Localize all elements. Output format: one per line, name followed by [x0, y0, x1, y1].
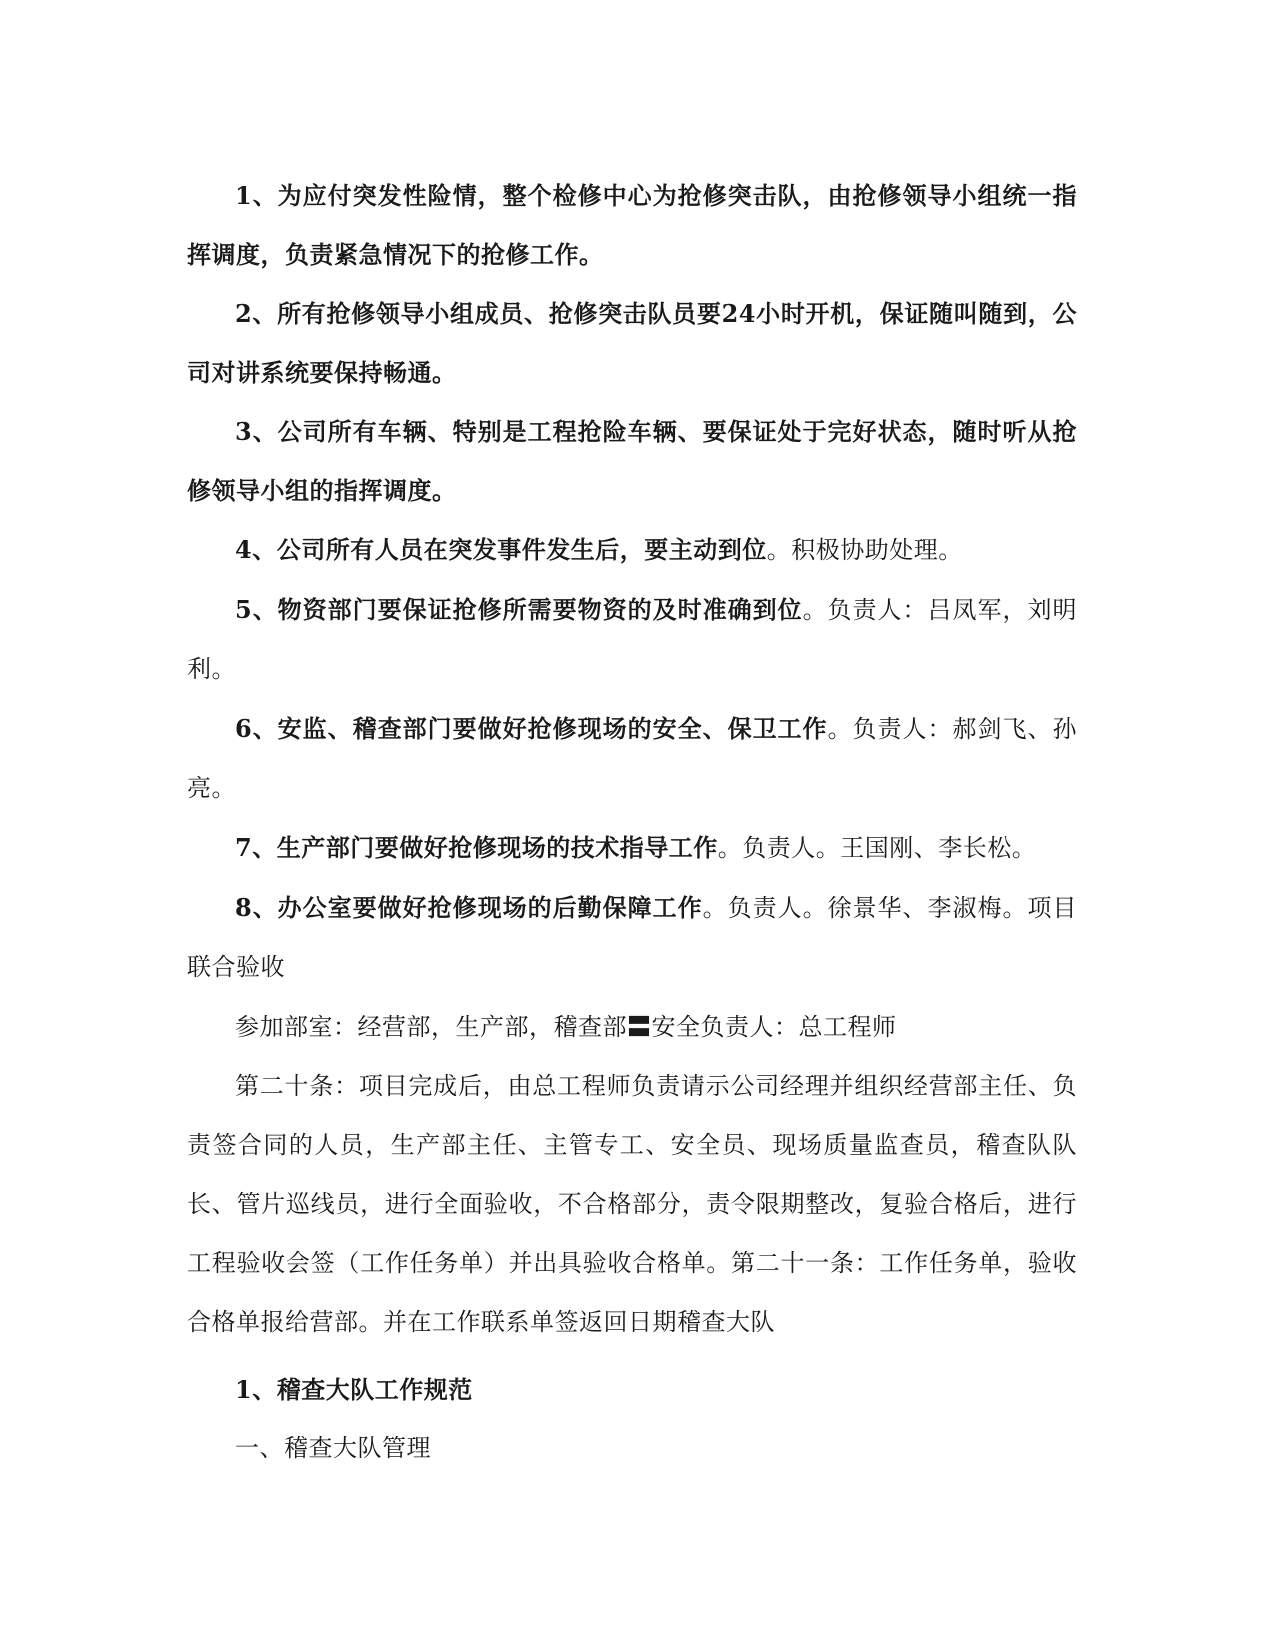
- paragraph-5: [187, 580, 1077, 699]
- paragraph-2: 2、所有抢修领导小组成员、抢修突击队员要24小时开机，保证随叫随到，公司对讲系统要保持畅通。: [187, 299, 1077, 387]
- document-body: [187, 166, 1077, 1478]
- subsection-heading: 一、稽查大队管理: [235, 1434, 431, 1462]
- paragraph-8-normal: 。负责人。徐景华、李淑梅。项目联合验收: [187, 894, 1078, 981]
- paragraph-5-bold: 5、物资部门要保证抢修所需要物资的及时准确到位: [235, 595, 803, 624]
- safety-lead-text: 安全负责人：总工程师: [651, 1013, 897, 1041]
- paragraph-3: 3、公司所有车辆、特别是工程抢险车辆、要保证处于完好状态，随时听从抢修领导小组的指挥调度。: [187, 417, 1077, 505]
- paragraph-8-bold: 8、办公室要做好抢修现场的后勤保障工作: [235, 893, 703, 922]
- paragraph-5-normal: 。负责人：吕凤军，刘明利。: [187, 596, 1078, 683]
- paragraph-4: [187, 520, 1077, 580]
- paragraph-6: [187, 699, 1077, 818]
- paragraph-departments: [187, 997, 1077, 1057]
- paragraph-7: [187, 818, 1077, 878]
- paragraph-7-bold: 7、生产部门要做好抢修现场的技术指导工作: [235, 833, 718, 862]
- paragraph-4-normal: 。积极协助处理。: [766, 536, 963, 564]
- paragraph-6-normal: 。负责人：郝剑飞、孙亮。: [187, 715, 1078, 802]
- paragraph-1: 1、为应付突发性险情，整个检修中心为抢修突击队，由抢修领导小组统一指挥调度，负责紧急情况下的抢修工作。: [187, 181, 1077, 269]
- section-heading: 1、稽查大队工作规范: [235, 1375, 473, 1404]
- paragraph-4-bold: 4、公司所有人员在突发事件发生后，要主动到位: [235, 535, 767, 564]
- departments-text: 参加部室：经营部，生产部，稽查部: [235, 1013, 627, 1041]
- equals-mark: 〓: [627, 1012, 652, 1041]
- paragraph-6-bold: 6、安监、稽查部门要做好抢修现场的安全、保卫工作: [235, 714, 828, 743]
- paragraph-article-20: 第二十条：项目完成后，由总工程师负责请示公司经理并组织经营部主任、负责签合同的人员，生产部主任、主管专工、安全员、现场质量监查员，稽查队队长、管片巡线员，进行全面验收，不合格部分，责令限期整改，复验合格后，进行工程验收会签（工作任务单）并出具验收合格单。第二十一条：工作任务单，验收合格单报给营部。并在工作联系单签返回日期稽查大队: [187, 1072, 1077, 1336]
- paragraph-7-normal: 。负责人。王国刚、李长松。: [717, 834, 1037, 862]
- paragraph-8: [187, 878, 1077, 997]
